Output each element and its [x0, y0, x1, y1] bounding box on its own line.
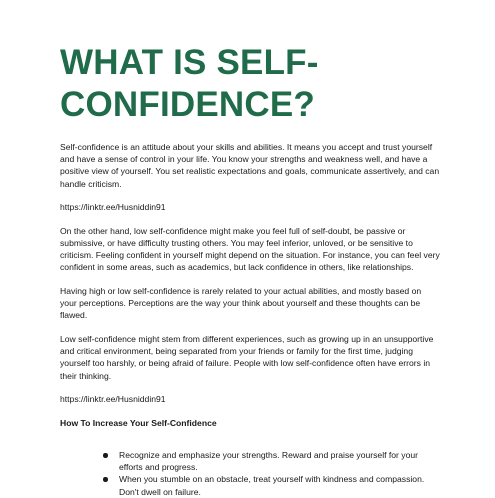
list-item-text: When you stumble on an obstacle, treat yourself with kindness and compassion. Don't dwell on failure.	[119, 474, 425, 497]
document-body	[60, 141, 465, 498]
tips-list	[60, 449, 465, 498]
bullet-icon	[103, 453, 108, 458]
list-item	[103, 473, 439, 497]
paragraph-low-confidence: On the other hand, low self-confidence might make you feel full of self-doubt, be passive or submissive, or have difficulty trusting others. You may feel inferior, unloved, or be sensitive to criticism. Feeling confident in yourself might depend on the situation. For instance, you can feel very confident in some areas, such as academics, but lack confidence in others, like relationships.	[60, 225, 440, 273]
bullet-icon	[103, 477, 108, 482]
paragraph-perceptions: Having high or low self-confidence is rarely related to your actual abilities, and mostly based on your perceptions. Perceptions are the way your think about yourself and these thoughts can be flawed.	[60, 286, 422, 321]
link-linktree-1[interactable]: https://linktr.ee/Husniddin91	[60, 202, 166, 213]
paragraph-causes: Low self-confidence might stem from different experiences, such as growing up in an unsupportive and critical environment, being separated from your friends or family for the first time, judging yourself too harshly, or being afraid of failure. People with low self-confidence often have errors in their thinking.	[60, 334, 434, 381]
paragraph-intro: Self-confidence is an attitude about your skills and abilities. It means you accept and trust yourself and have a sense of control in your life. You know your strengths and weakness well, and have a positive view of yourself. You set realistic expectations and goals, communicate assertively, and can handle criticism.	[60, 142, 440, 189]
page-title	[60, 42, 465, 126]
link-linktree-2[interactable]: https://linktr.ee/Husniddin91	[60, 394, 166, 405]
section-heading: How To Increase Your Self-Confidence	[60, 417, 217, 428]
title-line-2: CONFIDENCE?	[60, 85, 315, 124]
title-line-1: WHAT IS SELF-	[60, 43, 319, 82]
list-item	[103, 449, 439, 473]
list-item-text: Recognize and emphasize your strengths. Reward and praise yourself for your efforts and progress.	[119, 450, 419, 473]
